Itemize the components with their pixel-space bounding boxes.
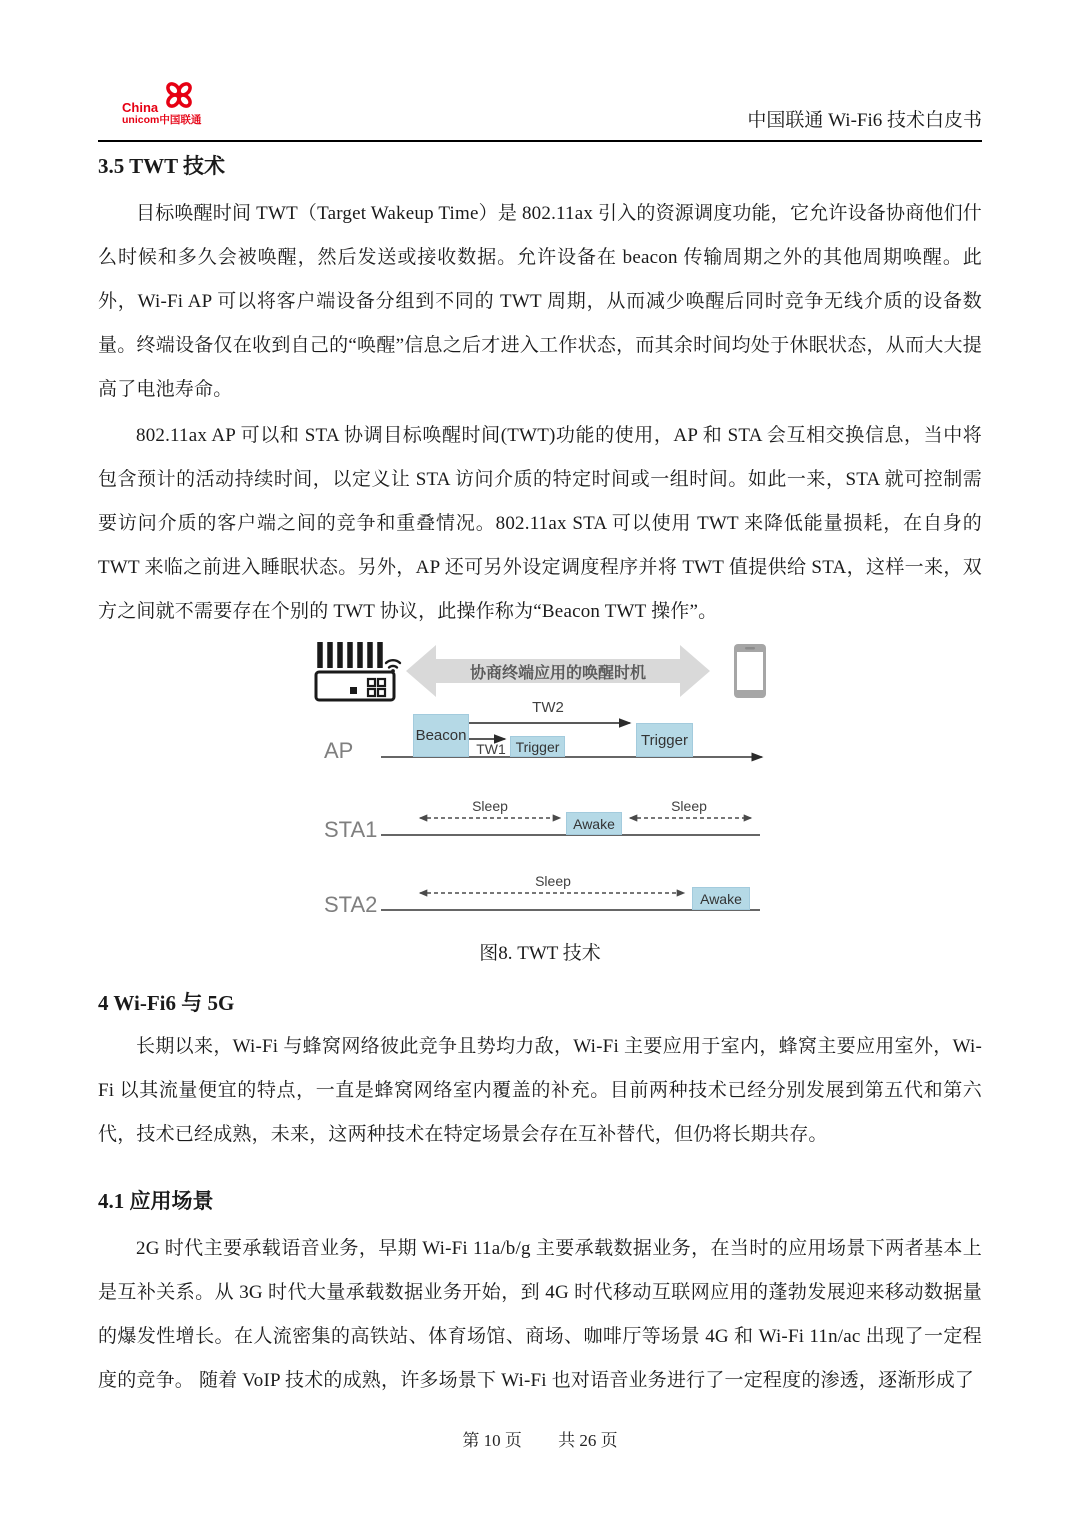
section-4-heading: 4 Wi-Fi6 与 5G xyxy=(98,991,235,1015)
sta2-sleep-label: Sleep xyxy=(535,873,571,889)
china-unicom-logo xyxy=(122,82,232,132)
sta1-awake-box: Awake xyxy=(566,812,622,835)
sta2-awake-box: Awake xyxy=(692,887,750,910)
tw1-label: TW1 xyxy=(476,741,506,757)
logo-wordmark xyxy=(122,102,201,126)
figure-caption: 图8. TWT 技术 xyxy=(479,943,601,964)
twt-diagram xyxy=(98,638,982,936)
ap-row-label: AP xyxy=(324,738,354,763)
paragraph-application-scenarios: 2G 时代主要承载语音业务，早期 Wi-Fi 11a/b/g 主要承载数据业务，在当时的应用场景下两者基本上是互补关系。从 3G 时代大量承载数据业务开始，到 4G 时代移动互联网应用的蓬勃发展迎来移动数据量的爆发性增长。在人流密集的高铁站、体育场馆、商场、咖啡厅等场景 4G 和 Wi-Fi 11n/ac 出现了一定程度的竞争。 随着 VoIP 技术的成熟，许多场景下 Wi-Fi 也对语音业务进行了一定程度的渗透，逐渐形成了 xyxy=(98,1238,982,1391)
document-title: 中国联通 Wi-Fi6 技术白皮书 xyxy=(747,110,982,131)
sta1-sleep-label-right: Sleep xyxy=(671,798,707,814)
sta1-sleep-label-left: Sleep xyxy=(472,798,508,814)
smartphone-icon xyxy=(734,644,766,698)
paragraph-twt-intro: 目标唤醒时间 TWT（Target Wakeup Time）是 802.11ax 引入的资源调度功能，它允许设备协商他们什么时候和多久会被唤醒，然后发送或接收数据。允许设备在 beacon 传输周期之外的其他周期唤醒。此外，Wi-Fi AP 可以将客户端设备分组到不同的 TWT 周期，从而减少唤醒后同时竞争无线介质的设备数量。终端设备仅在收到自己的“唤醒”信息之后才进入工作状态，而其余时间均处于休眠状态，从而大大提高了电池寿命。 xyxy=(98,203,983,400)
paragraph-wifi6-5g: 长期以来，Wi-Fi 与蜂窝网络彼此竞争且势均力敌，Wi-Fi 主要应用于室内，蜂窝主要应用室外，Wi-Fi 以其流量便宜的特点，一直是蜂窝网络室内覆盖的补充。目前两种技术已经分别发展到第五代和第六代，技术已经成熟，未来，这两种技术在特定场景会存在互补替代，但仍将长期共存。 xyxy=(98,1036,982,1145)
beacon-box: Beacon xyxy=(413,714,469,757)
page-total: 共 26 页 xyxy=(558,1431,618,1450)
trigger-box-1: Trigger xyxy=(510,736,565,757)
logo-line2: unicom中国联通 xyxy=(122,114,202,126)
section-3-5-heading: 3.5 TWT 技术 xyxy=(98,154,226,178)
tw2-label: TW2 xyxy=(532,699,564,716)
logo-line1: China xyxy=(122,100,159,115)
wifi-router-icon xyxy=(316,642,400,700)
trigger-box-2: Trigger xyxy=(636,723,693,757)
sta1-row-label: STA1 xyxy=(324,817,378,842)
page-header xyxy=(98,0,982,142)
page-number: 第 10 页 xyxy=(462,1431,522,1450)
section-4-1-heading: 4.1 应用场景 xyxy=(98,1189,214,1213)
page-footer xyxy=(0,1426,1080,1451)
negotiation-arrow-label: 协商终端应用的唤醒时机 xyxy=(469,665,646,682)
sta2-row-label: STA2 xyxy=(324,892,378,917)
paragraph-twt-operation: 802.11ax AP 可以和 STA 协调目标唤醒时间(TWT)功能的使用，AP 和 STA 会互相交换信息，当中将包含预计的活动持续时间，以定义让 STA 访问介质的特定时间或一组时间。如此一来，STA 就可控制需要访问介质的客户端之间的竞争和重叠情况。802.11ax STA 可以使用 TWT 来降低能量损耗，在自身的 TWT 来临之前进入睡眠状态。另外，AP 还可另外设定调度程序并将 TWT 值提供给 STA，这样一来，双方之间就不需要存在个别的 TWT 协议，此操作称为“Beacon TWT 操作”。 xyxy=(98,425,982,622)
